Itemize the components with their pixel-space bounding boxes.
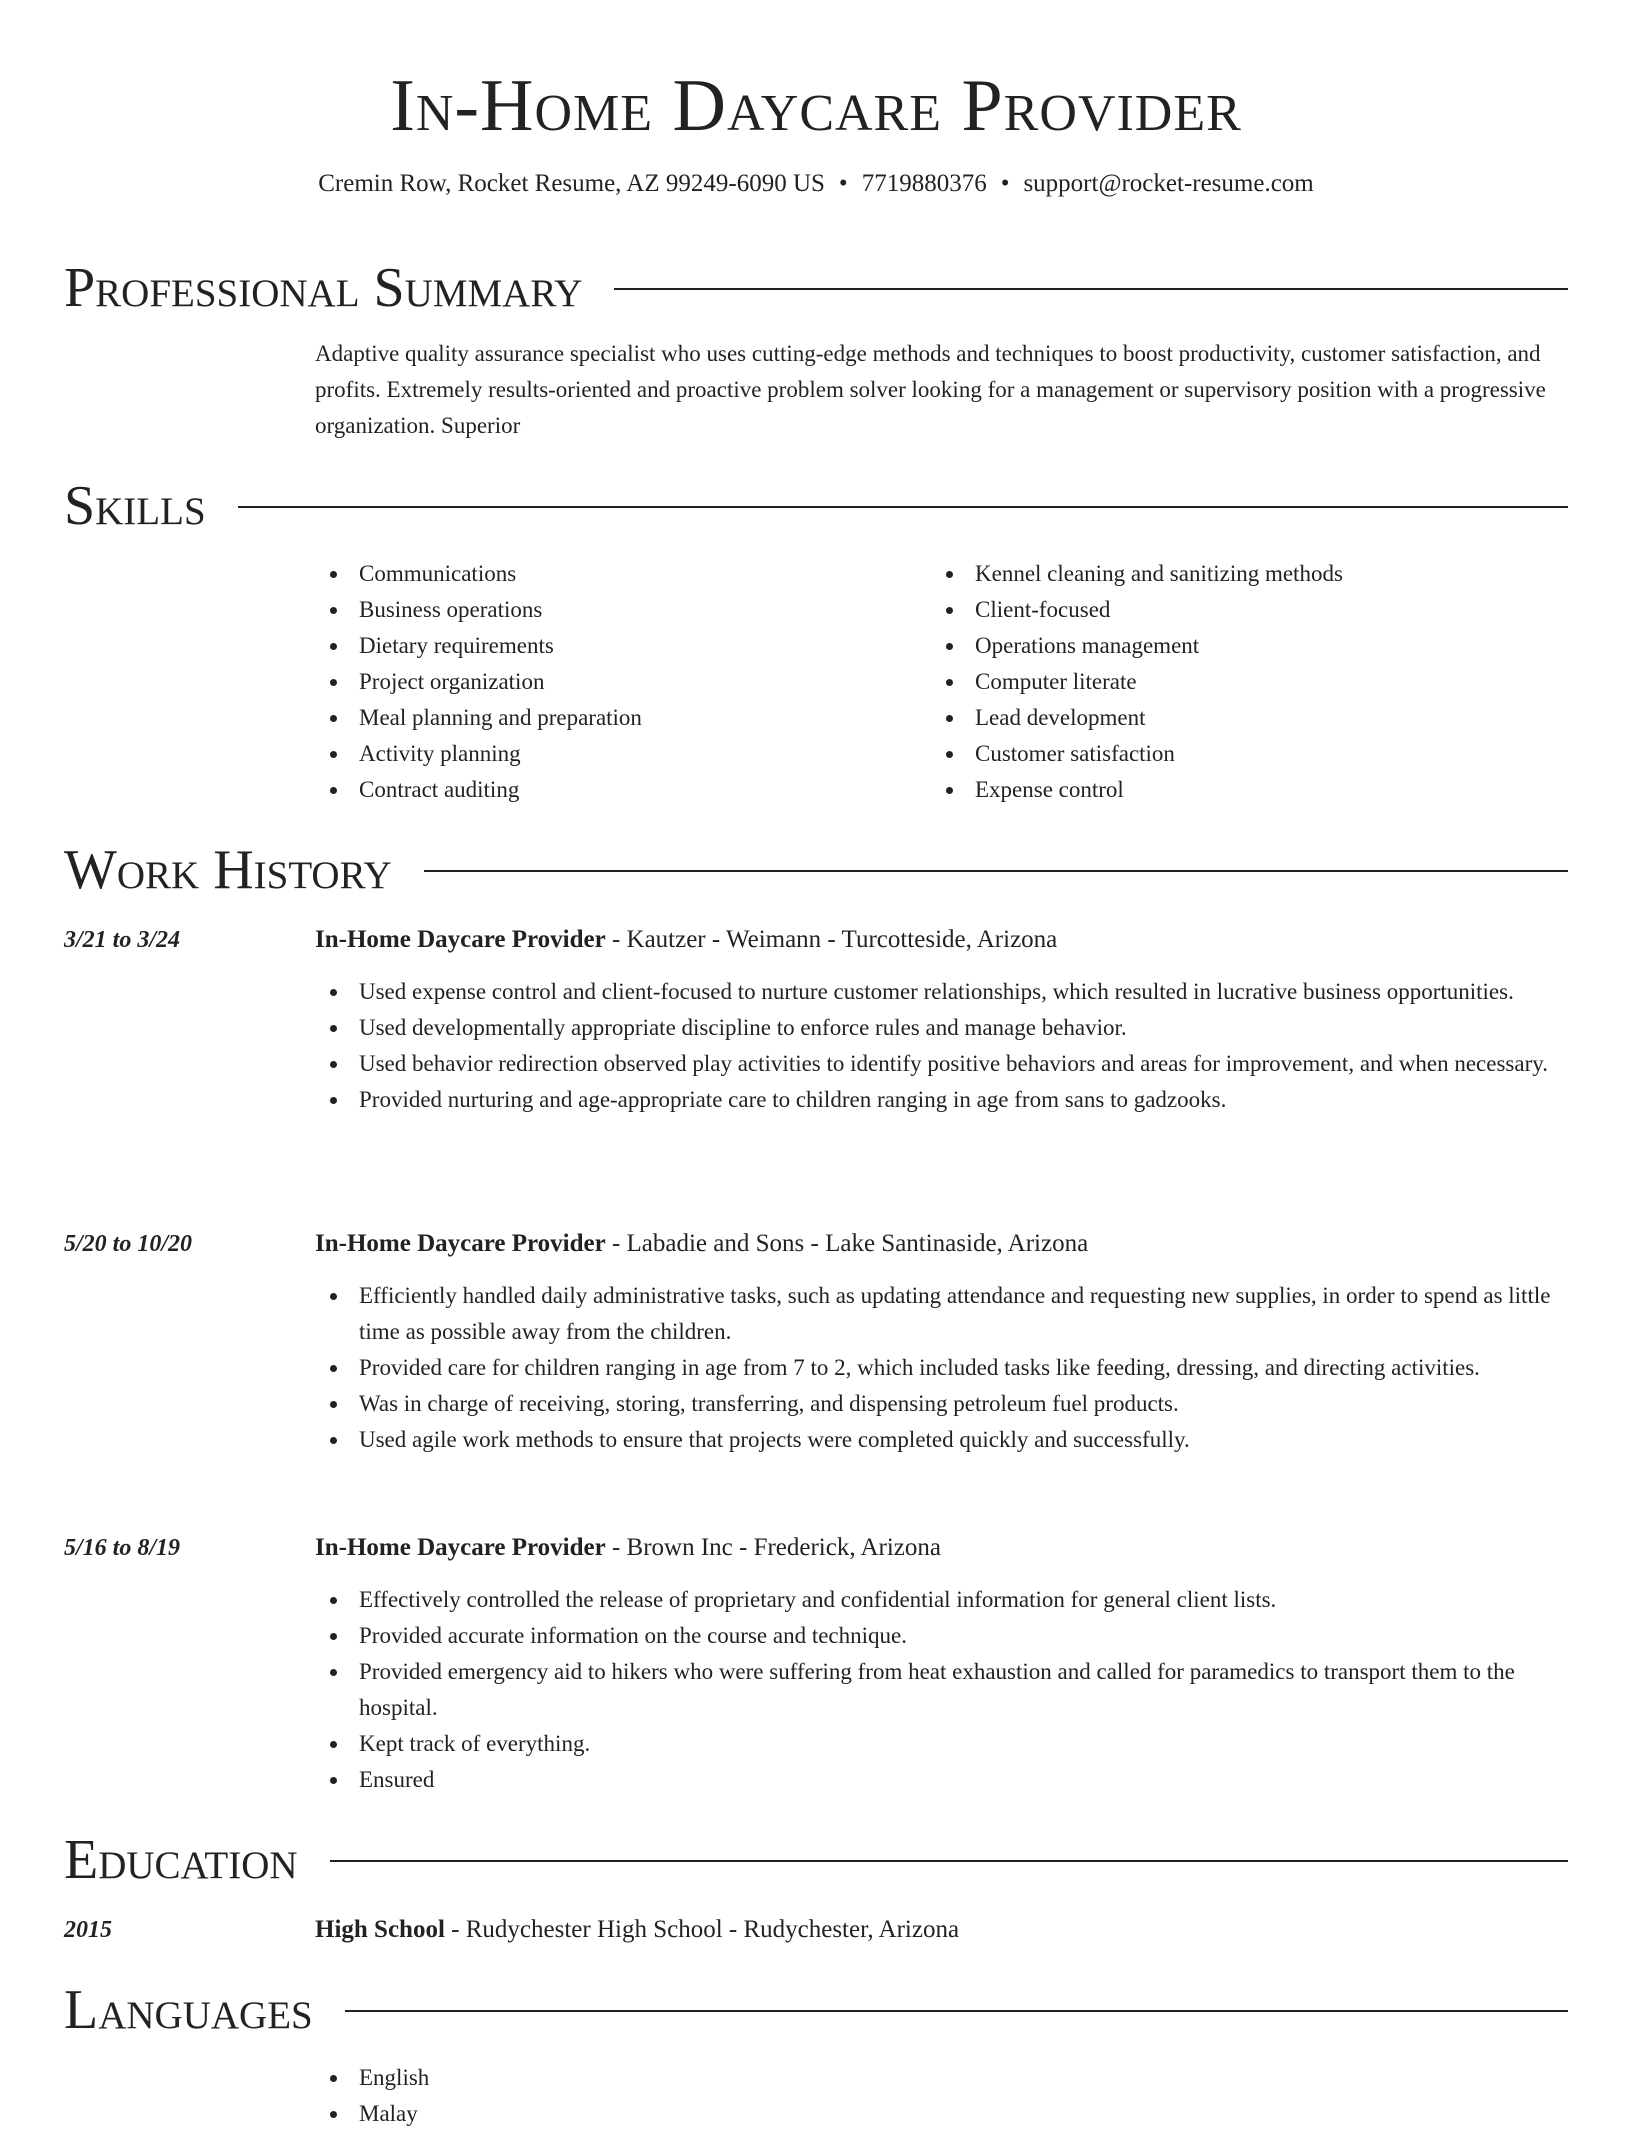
job-header [64,922,1568,958]
section-divider [424,870,1568,872]
education-degree: High School [315,1916,445,1943]
skills-section-header [64,476,1568,536]
section-divider [614,288,1568,290]
job-dates: 3/21 to 3/24 [64,927,181,953]
work-section-header [64,840,1568,900]
contact-email: support@rocket-resume.com [1023,170,1314,197]
languages-heading: Languages [64,1979,313,2041]
job-bullet: Provided emergency aid to hikers who were suffering from heat exhaustion and called for paramedics to transport them to the hospital. [315,1654,1568,1726]
skill-item: Meal planning and preparation [315,700,931,736]
job-bullets [315,1582,1568,1798]
job-bullet: Used behavior redirection observed play activities to identify positive behaviors and areas for improvement, and when necessary. [315,1046,1568,1082]
job-bullet: Ensured [315,1762,1568,1798]
skill-item: Expense control [931,772,1547,808]
job-header [64,1226,1568,1262]
skill-item: Contract auditing [315,772,931,808]
work-heading: Work History [64,839,392,901]
job-title: In-Home Daycare Provider [315,926,606,953]
job-bullet: Provided care for children ranging in age from 7 to 2, which included tasks like feeding, dressing, and directing activities. [315,1350,1568,1386]
language-item: Malay [315,2096,1568,2132]
education-section-header [64,1830,1568,1890]
job-bullet: Effectively controlled the release of proprietary and confidential information for general client lists. [315,1582,1568,1618]
job-details: - Labadie and Sons - Lake Santinaside, Arizona [605,1230,1089,1257]
skill-item: Client-focused [931,592,1547,628]
languages-section-header [64,1980,1568,2040]
contact-line [64,168,1568,200]
job-bullet: Provided nurturing and age-appropriate care to children ranging in age from sans to gadzooks. [315,1082,1568,1118]
languages-list [315,2060,1568,2132]
skill-item: Communications [315,556,931,592]
skills-list [315,556,1568,808]
summary-text: Adaptive quality assurance specialist who uses cutting-edge methods and techniques to boost productivity, customer satisfaction, and profits. Extremely results-oriented and proactive problem solver looking for a management or supervisory position with a progressive organization. Superior [315,341,1546,438]
resume-page [64,0,1568,2126]
job-heading-line [315,922,1057,958]
job-bullet: Kept track of everything. [315,1726,1568,1762]
summary-section-header [64,258,1568,318]
contact-phone: 7719880376 [861,170,987,197]
summary-heading: Professional Summary [64,257,583,319]
job-header [64,1530,1568,1566]
job-heading-line [315,1530,941,1566]
job-title: In-Home Daycare Provider [315,1230,606,1257]
education-heading-line [315,1912,959,1948]
job-bullet: Was in charge of receiving, storing, transferring, and dispensing petroleum fuel products. [315,1386,1568,1422]
job-title: In-Home Daycare Provider [315,1534,606,1561]
job-bullets [315,1278,1568,1458]
language-item: English [315,2060,1568,2096]
job-details: - Kautzer - Weimann - Turcotteside, Arizona [605,926,1058,953]
skill-item: Business operations [315,592,931,628]
education-heading: Education [64,1829,298,1891]
section-divider [345,2010,1568,2012]
education-entry [64,1912,1568,1948]
contact-separator: • [838,170,848,197]
skill-item: Kennel cleaning and sanitizing methods [931,556,1547,592]
job-entry [64,1530,1568,1798]
skill-item: Operations management [931,628,1547,664]
skill-item: Lead development [931,700,1547,736]
job-bullet: Used expense control and client-focused to nurture customer relationships, which resulted in lucrative business opportunities. [315,974,1568,1010]
contact-separator: • [1000,170,1010,197]
resume-name: In-Home Daycare Provider [390,65,1242,147]
job-bullets [315,974,1568,1118]
job-entry [64,922,1568,1118]
job-heading-line [315,1226,1088,1262]
education-year: 2015 [64,1917,112,1943]
job-details: - Brown Inc - Frederick, Arizona [605,1534,941,1561]
skill-item: Activity planning [315,736,931,772]
section-divider [330,1860,1568,1862]
job-bullet: Efficiently handled daily administrative tasks, such as updating attendance and requesting new supplies, in order to spend as little time as possible away from the children. [315,1278,1568,1350]
skills-column-left [315,556,931,808]
job-dates: 5/16 to 8/19 [64,1535,181,1561]
skill-item: Dietary requirements [315,628,931,664]
job-bullet: Provided accurate information on the course and technique. [315,1618,1568,1654]
contact-address: Cremin Row, Rocket Resume, AZ 99249-6090 US [318,170,825,197]
job-bullet: Used agile work methods to ensure that projects were completed quickly and successfully. [315,1422,1568,1458]
skills-heading: Skills [64,475,206,537]
education-details: - Rudychester High School - Rudychester, Arizona [444,1916,960,1943]
job-entry [64,1226,1568,1458]
skill-item: Computer literate [931,664,1547,700]
skills-column-right [931,556,1547,808]
section-divider [238,506,1568,508]
skill-item: Project organization [315,664,931,700]
job-dates: 5/20 to 10/20 [64,1231,193,1257]
skill-item: Customer satisfaction [931,736,1547,772]
job-bullet: Used developmentally appropriate discipline to enforce rules and manage behavior. [315,1010,1568,1046]
